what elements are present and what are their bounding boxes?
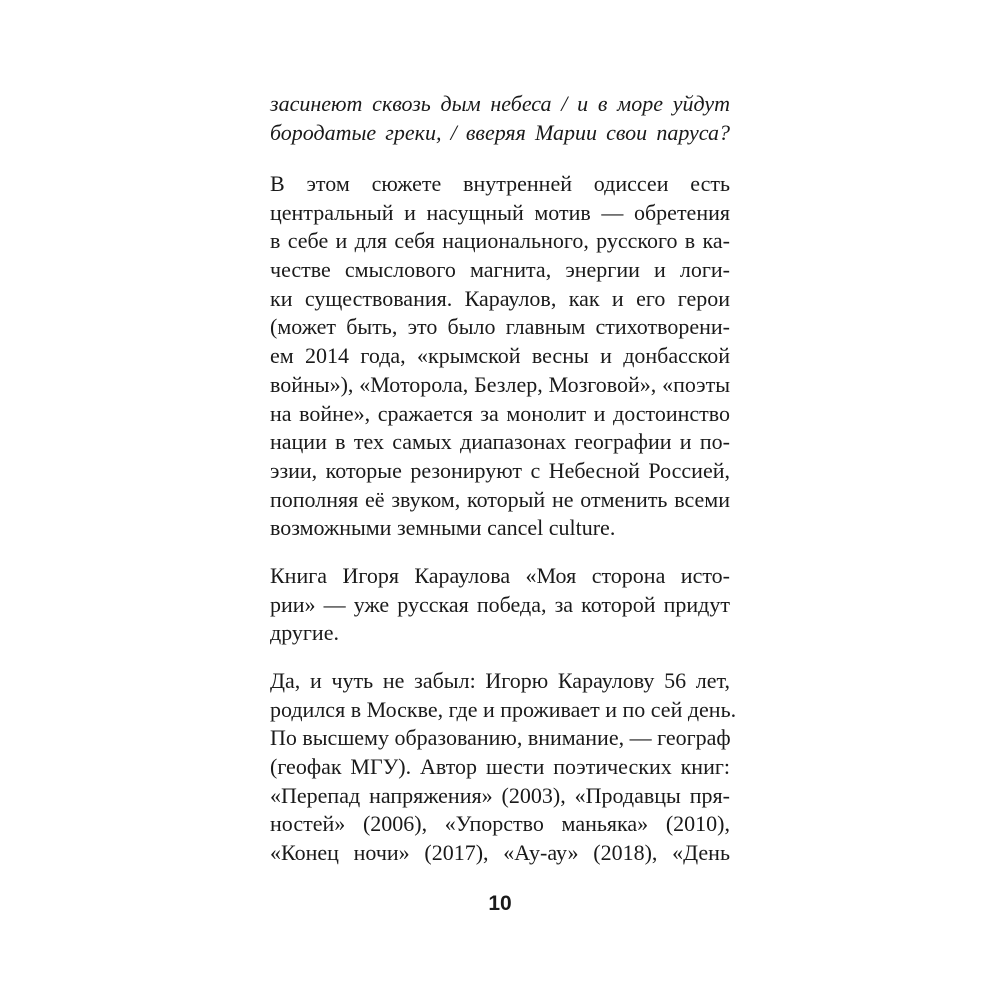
paragraph-line: ки существования. Караулов, как и его герои — [270, 285, 730, 311]
paragraph-author-bio — [270, 667, 737, 868]
paragraph-book-victory — [270, 562, 730, 648]
paragraph-line: Книга Игоря Караулова «Моя сторона исто- — [270, 563, 730, 588]
paragraph-line: В этом сюжете внутренней одиссеи есть — [270, 171, 730, 196]
paragraph-line: возможными земными cancel culture. — [270, 515, 616, 541]
paragraph-line: честве смыслового магнита, энергии и логи- — [270, 257, 730, 283]
paragraph-line: войны»), «Моторола, Безлер, Мозговой», «поэты — [270, 371, 730, 397]
paragraph-line: эзии, которые резонируют с Небесной Россией, — [270, 457, 730, 483]
quote-line: засинеют сквозь дым небеса / и в море уйдут — [270, 91, 730, 116]
quote-line: бородатые греки, / вверяя Марии свои паруса? — [270, 119, 730, 145]
paragraph-line: родился в Москве, где и проживает и по сей день. — [270, 696, 737, 722]
paragraph-line: «Перепад напряжения» (2003), «Продавцы пря- — [270, 782, 730, 808]
paragraph-line: (геофак МГУ). Автор шести поэтических книг: — [270, 754, 730, 780]
paragraph-line: другие. — [270, 620, 339, 646]
paragraph-line: «Конец ночи» (2017), «Ау-ау» (2018), «День — [270, 840, 730, 866]
paragraph-line: (может быть, это было главным стихотворени- — [270, 314, 730, 340]
paragraph-line: нации в тех самых диапазонах географии и по- — [270, 429, 730, 455]
poem-quote — [270, 90, 730, 147]
paragraph-line: на войне», сражается за монолит и достоинство — [270, 400, 730, 426]
paragraph-line: в себе и для себя национального, русского в ка- — [270, 228, 730, 254]
paragraph-line: пополняя её звуком, который не отменить всеми — [270, 486, 730, 512]
paragraph-odyssey — [270, 170, 730, 543]
paragraph-line: рии» — уже русская победа, за которой придут — [270, 591, 730, 617]
paragraph-line: По высшему образованию, внимание, — географ — [270, 725, 731, 751]
paragraph-line: Да, и чуть не забыл: Игорю Караулову 56 лет, — [270, 668, 730, 693]
paragraph-line: ем 2014 года, «крымской весны и донбасской — [270, 343, 730, 369]
paragraph-line: центральный и насущный мотив — обретения — [270, 199, 730, 225]
paragraph-line: ностей» (2006), «Упорство маньяка» (2010), — [270, 811, 730, 837]
page-number: 10 — [488, 892, 512, 915]
